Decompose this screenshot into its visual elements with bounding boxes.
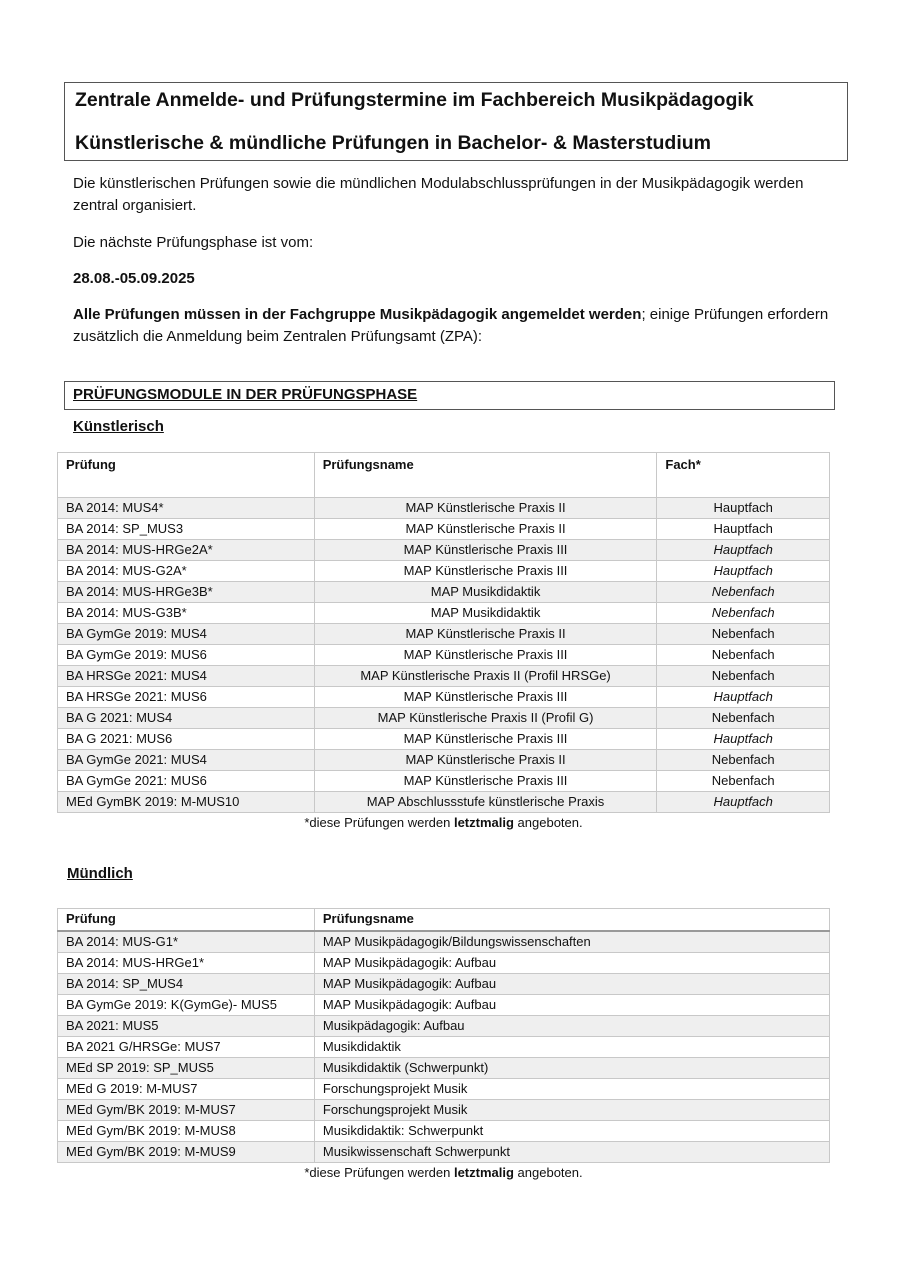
table-header-row <box>58 909 830 932</box>
exam-name-cell: MAP Künstlerische Praxis II <box>314 624 657 645</box>
table-row <box>58 540 830 561</box>
exam-name-cell: MAP Künstlerische Praxis II <box>314 519 657 540</box>
table-row <box>58 498 830 519</box>
exam-name-cell: MAP Musikpädagogik: Aufbau <box>314 953 829 974</box>
exam-code-cell: BA HRSGe 2021: MUS4 <box>58 666 315 687</box>
exam-code-cell: MEd Gym/BK 2019: M-MUS7 <box>58 1100 315 1121</box>
subject-cell: Hauptfach <box>657 519 830 540</box>
column-header-subject: Fach* <box>657 453 830 498</box>
intro-paragraph: Die künstlerischen Prüfungen sowie die mündlichen Modulabschlussprüfungen in der Musikpädagogik werden zentral organisiert. <box>73 175 804 214</box>
exam-name-cell: MAP Abschlussstufe künstlerische Praxis <box>314 792 657 813</box>
subject-cell: Hauptfach <box>657 687 830 708</box>
exam-name-cell: MAP Künstlerische Praxis III <box>314 771 657 792</box>
table-row <box>58 645 830 666</box>
table-row <box>58 519 830 540</box>
table-row <box>58 1142 830 1163</box>
table-row <box>58 931 830 953</box>
exam-name-cell: MAP Künstlerische Praxis III <box>314 540 657 561</box>
exam-code-cell: BA GymGe 2021: MUS6 <box>58 771 315 792</box>
exam-code-cell: MEd G 2019: M-MUS7 <box>58 1079 315 1100</box>
footnote-text: *diese Prüfungen werden <box>304 815 454 830</box>
exam-phase-dates <box>73 268 843 290</box>
exam-code-cell: BA 2014: MUS-HRGe2A* <box>58 540 315 561</box>
exam-name-cell: MAP Musikpädagogik: Aufbau <box>314 974 829 995</box>
table-row <box>58 953 830 974</box>
table-row <box>58 1100 830 1121</box>
exam-code-cell: BA 2014: SP_MUS4 <box>58 974 315 995</box>
table-header-row <box>58 453 830 498</box>
table-row <box>58 792 830 813</box>
table-row <box>58 729 830 750</box>
subject-cell: Hauptfach <box>657 792 830 813</box>
exam-code-cell: BA G 2021: MUS4 <box>58 708 315 729</box>
exam-code-cell: BA 2014: SP_MUS3 <box>58 519 315 540</box>
subject-cell: Nebenfach <box>657 603 830 624</box>
column-header-exam-name: Prüfungsname <box>314 453 657 498</box>
table-row <box>58 1037 830 1058</box>
subject-cell: Nebenfach <box>657 708 830 729</box>
exam-name-cell: MAP Künstlerische Praxis II <box>314 498 657 519</box>
exam-code-cell: MEd GymBK 2019: M-MUS10 <box>58 792 315 813</box>
footnote-text: *diese Prüfungen werden <box>304 1165 454 1180</box>
footnote-text-end: angeboten. <box>513 815 583 830</box>
exam-name-cell: MAP Künstlerische Praxis II (Profil HRSGe) <box>314 666 657 687</box>
subject-cell: Nebenfach <box>657 666 830 687</box>
exam-name-cell: MAP Künstlerische Praxis III <box>314 645 657 666</box>
registration-note-rest: ; einige Prüfungen erfordern zusätzlich die Anmeldung beim Zentralen Prüfungsamt (ZPA): <box>73 306 829 345</box>
exam-name-cell: MAP Musikpädagogik: Aufbau <box>314 995 829 1016</box>
footnote-text-end: angeboten. <box>513 1165 583 1180</box>
subject-cell: Nebenfach <box>657 582 830 603</box>
table-row <box>58 603 830 624</box>
document-subtitle: Künstlerische & mündliche Prüfungen in Bachelor- & Masterstudium <box>75 132 712 154</box>
exam-code-cell: BA 2014: MUS-HRGe3B* <box>58 582 315 603</box>
subject-cell: Nebenfach <box>657 645 830 666</box>
footnote-bold: letztmalig <box>453 1165 514 1180</box>
table-row <box>58 561 830 582</box>
exam-code-cell: BA 2014: MUS-G1* <box>58 931 315 953</box>
section-title: PRÜFUNGSMODULE IN DER PRÜFUNGSPHASE <box>64 381 835 410</box>
oral-exams-table <box>57 908 830 1163</box>
subject-cell: Hauptfach <box>657 540 830 561</box>
subject-cell: Hauptfach <box>657 729 830 750</box>
table-row <box>58 687 830 708</box>
table-row <box>58 750 830 771</box>
exam-name-cell: MAP Künstlerische Praxis II (Profil G) <box>314 708 657 729</box>
subject-cell: Nebenfach <box>657 624 830 645</box>
exam-name-cell: MAP Musikdidaktik <box>314 582 657 603</box>
oral-footnote <box>57 1164 830 1182</box>
exam-name-cell: Musikdidaktik: Schwerpunkt <box>314 1121 829 1142</box>
exam-code-cell: BA 2014: MUS4* <box>58 498 315 519</box>
table-row <box>58 624 830 645</box>
subject-cell: Nebenfach <box>657 750 830 771</box>
exam-name-cell: Musikpädagogik: Aufbau <box>314 1016 829 1037</box>
table-row <box>58 995 830 1016</box>
registration-note-bold: Alle Prüfungen müssen in der Fachgruppe Musikpädagogik angemeldet werden <box>73 306 642 323</box>
title-box <box>64 82 848 161</box>
exam-name-cell: MAP Musikpädagogik/Bildungswissenschaften <box>314 931 829 953</box>
exam-code-cell: BA G 2021: MUS6 <box>58 729 315 750</box>
footnote-bold: letztmalig <box>453 815 514 830</box>
oral-heading: Mündlich <box>67 865 133 882</box>
exam-name-cell: MAP Künstlerische Praxis III <box>314 729 657 750</box>
exam-code-cell: BA 2021 G/HRSGe: MUS7 <box>58 1037 315 1058</box>
exam-code-cell: BA GymGe 2019: K(GymGe)- MUS5 <box>58 995 315 1016</box>
table-row <box>58 771 830 792</box>
column-header-exam-name: Prüfungsname <box>314 909 829 932</box>
table-row <box>58 1121 830 1142</box>
table-row <box>58 666 830 687</box>
subject-cell: Hauptfach <box>657 561 830 582</box>
phase-intro-text: Die nächste Prüfungsphase ist vom: <box>73 234 314 251</box>
exam-code-cell: BA 2014: MUS-G3B* <box>58 603 315 624</box>
table-row <box>58 582 830 603</box>
table-row <box>58 974 830 995</box>
exam-code-cell: MEd Gym/BK 2019: M-MUS8 <box>58 1121 315 1142</box>
document-title: Zentrale Anmelde- und Prüfungstermine im Fachbereich Musikpädagogik <box>75 89 754 111</box>
exam-name-cell: Musikwissenschaft Schwerpunkt <box>314 1142 829 1163</box>
exam-name-cell: Forschungsprojekt Musik <box>314 1100 829 1121</box>
registration-note <box>73 304 843 348</box>
exam-code-cell: BA 2014: MUS-G2A* <box>58 561 315 582</box>
exam-name-cell: Forschungsprojekt Musik <box>314 1079 829 1100</box>
artistic-heading: Künstlerisch <box>73 418 164 435</box>
table-row <box>58 1079 830 1100</box>
subject-cell: Nebenfach <box>657 771 830 792</box>
exam-name-cell: MAP Künstlerische Praxis III <box>314 561 657 582</box>
exam-code-cell: BA HRSGe 2021: MUS6 <box>58 687 315 708</box>
artistic-exams-table <box>57 452 830 813</box>
table-row <box>58 708 830 729</box>
subject-cell: Hauptfach <box>657 498 830 519</box>
exam-name-cell: MAP Künstlerische Praxis II <box>314 750 657 771</box>
exam-code-cell: BA 2014: MUS-HRGe1* <box>58 953 315 974</box>
exam-name-cell: MAP Musikdidaktik <box>314 603 657 624</box>
dates-text: 28.08.-05.09.2025 <box>73 270 195 287</box>
exam-name-cell: Musikdidaktik <box>314 1037 829 1058</box>
table-row <box>58 1058 830 1079</box>
column-header-exam: Prüfung <box>58 453 315 498</box>
exam-code-cell: MEd Gym/BK 2019: M-MUS9 <box>58 1142 315 1163</box>
exam-code-cell: BA 2021: MUS5 <box>58 1016 315 1037</box>
exam-code-cell: BA GymGe 2019: MUS6 <box>58 645 315 666</box>
column-header-exam: Prüfung <box>58 909 315 932</box>
exam-name-cell: Musikdidaktik (Schwerpunkt) <box>314 1058 829 1079</box>
artistic-footnote <box>57 814 830 832</box>
exam-code-cell: BA GymGe 2019: MUS4 <box>58 624 315 645</box>
exam-name-cell: MAP Künstlerische Praxis III <box>314 687 657 708</box>
exam-code-cell: BA GymGe 2021: MUS4 <box>58 750 315 771</box>
exam-code-cell: MEd SP 2019: SP_MUS5 <box>58 1058 315 1079</box>
table-row <box>58 1016 830 1037</box>
